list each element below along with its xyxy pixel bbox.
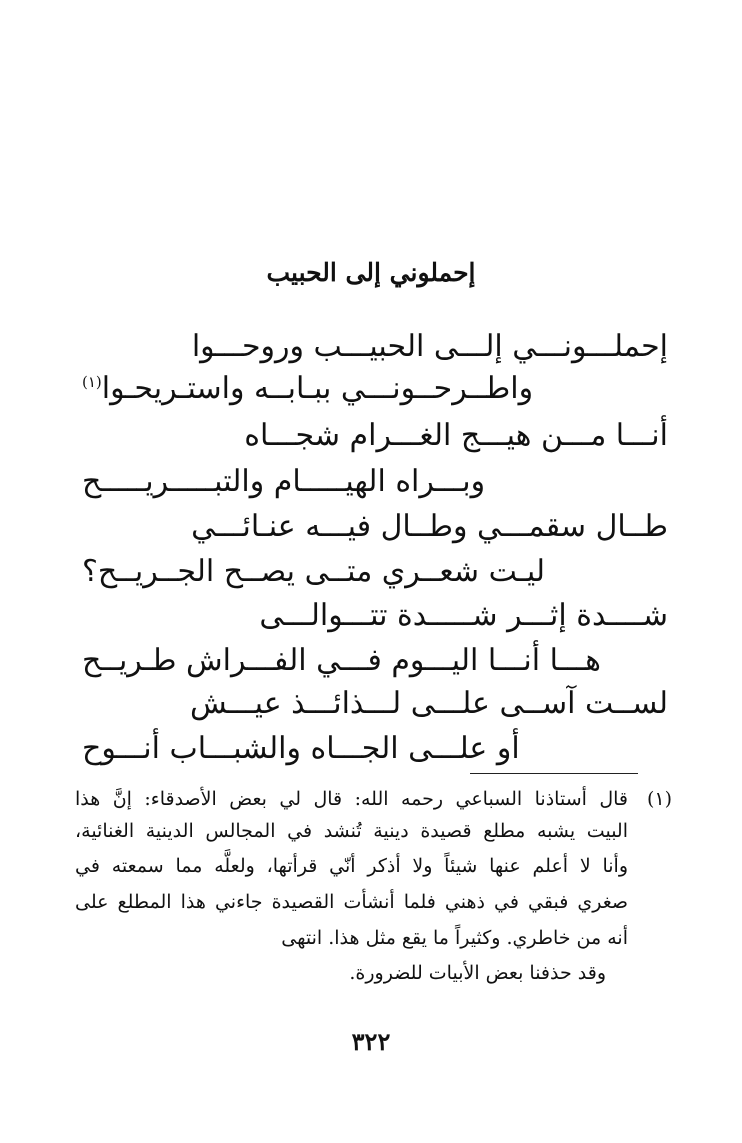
page-number: ٣٢٢	[351, 1027, 391, 1056]
verse-3-second-hemistich: ليـت شعــري متــى يصــح الجــريــح؟	[82, 554, 546, 589]
verse-5-second-hemistich: أو علـــى الجـــاه والشبـــاب أنـــوح	[82, 731, 520, 766]
footnote-text: وأنا لا أعلم عنها شيئاً ولا أذكر أنّي قرأتها، ولعلَّه مما سمعته في	[75, 855, 628, 877]
footnote-reference: (١)	[82, 373, 102, 391]
verse-2-second-hemistich: وبـــراه الهيـــــام والتبـــــريـــــح	[82, 464, 486, 499]
verse-1-first-hemistich: إحملـــونـــي إلـــى الحبيـــب وروحـــوا	[191, 329, 668, 364]
verse-4-second-hemistich: هـــا أنـــا اليـــوم فـــي الفـــراش طـريــح	[82, 643, 601, 678]
footnote-text: وقد حذفنا بعض الأبيات للضرورة.	[349, 962, 606, 984]
footnote-text: البيت يشبه مطلع قصيدة دينية تُنشد في المجالس الدينية الغنائية،	[75, 820, 628, 842]
verse-2-first-hemistich: أنـــا مـــن هيـــج الغـــرام شجـــاه	[244, 418, 668, 453]
footnote-number: (١)	[646, 788, 672, 810]
footnote-text: أنه من خاطري. وكثيراً ما يقع مثل هذا. انتهى	[281, 927, 628, 949]
verse-5-first-hemistich: لســت آســى علـــى لـــذائـــذ عيـــش	[190, 686, 668, 721]
poem-title: إحملوني إلى الحبيب	[266, 258, 476, 287]
verse-1-second-hemistich	[82, 371, 668, 406]
verse-3-first-hemistich: طــال سقمـــي وطــال فيـــه عنـائـــي	[191, 509, 668, 544]
footnote-separator	[470, 773, 638, 774]
verse-1-second-text: واطــرحــونـــي ببـابــه واستـريحـوا	[101, 371, 534, 406]
footnote-text: صغري فبقي في ذهني فلما أنشأت القصيدة جاءني هذا المطلع على	[75, 891, 628, 913]
verse-4-first-hemistich: شــــدة إثـــر شـــــدة تتـــوالـــى	[259, 598, 668, 633]
footnote-text: قال أستاذنا السباعي رحمه الله: قال لي بعض الأصدقاء: إنَّ هذا	[75, 788, 628, 810]
